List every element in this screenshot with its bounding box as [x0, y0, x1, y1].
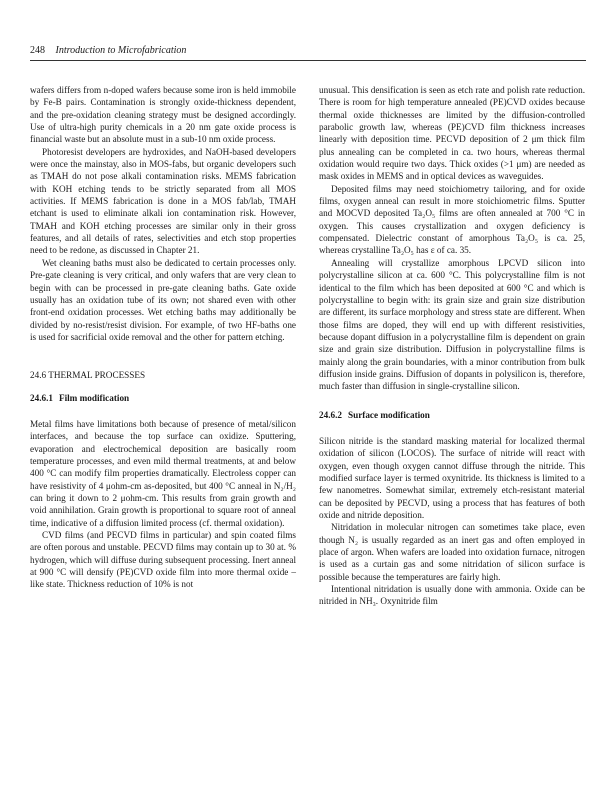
running-header	[30, 44, 586, 58]
header-rule	[30, 60, 586, 61]
subsection-number: 24.6.1	[30, 392, 53, 403]
paragraph: wafers differs from n-doped wafers because some iron is held immobile by Fe-B pairs. Contamination is strongly oxide-thickness dependent, and the pre-oxidation cleaning strategy must be designed accordingly. Use of ultra-high purity chemicals in a 20 nm gate oxide process is financial waste but an absolute must in a sub-10 nm oxide process.	[30, 85, 296, 145]
subsection-number: 24.6.2	[319, 409, 342, 420]
subsection-heading	[30, 392, 296, 404]
section-heading: 24.6 THERMAL PROCESSES	[30, 370, 146, 381]
running-title: Introduction to Microfabrication	[55, 45, 187, 56]
paragraph: Nitridation in molecular nitrogen can sometimes take place, even though N₂ is usually regarded as an inert gas and often employed in place of argon. When wafers are loaded into oxidation furnace, nitrogen is used as a curtain gas and some nitridation of silicon surface is possible because the temperatures are fairly high.	[319, 522, 585, 582]
paragraph: unusual. This densification is seen as etch rate and polish rate reduction. There is room for high temperature annealed (PE)CVD oxides because thermal oxide thicknesses are limited by the diffusion-controlled parabolic growth law, whereas (PE)CVD film thickness increases linearly with deposition time. PECVD deposition of 2 μm thick film plus annealing can be completed in ca. two hours, whereas thermal oxidation would require two days. Thick oxides (>1 μm) are needed as mask oxides in MEMS and in optical devices as waveguides.	[319, 85, 585, 182]
paragraph: Silicon nitride is the standard masking material for localized thermal oxidation of silicon (LOCOS). The surface of nitride will react with oxygen, even though oxygen cannot diffuse through the nitride. This modified surface layer is termed oxynitride. Its thickness is limited to a few nanometres. Somewhat similar, extremely etch-resistant material can be deposited by PECVD, using a process that has features of both oxide and nitride deposition.	[319, 435, 585, 520]
paragraph: Wet cleaning baths must also be dedicated to certain processes only. Pre-gate cleaning is very critical, and only wafers that are very clean to begin with can be processed in pre-gate cleaning baths. Gate oxide usually has an oxidation tube of its own; not shared even with other front-end oxidation processes. Wet etching baths may additionally be divided by no-resist/resist division. For example, of two HF-baths one is used for sacrificial oxide removal and the other for pattern etching.	[30, 257, 296, 342]
paragraph: Photoresist developers are hydroxides, and NaOH-based developers were once the mainstay, also in MOS-fabs, but organic developers such as TMAH do not pose alkali contamination risks. MEMS fabrication with KOH etching tends to be strictly separated from all MOS activities. If MEMS fabrication is done in a MOS fab/lab, TMAH etchant is used to eliminate alkali ion contamination risk. However, TMAH and KOH etching processes are similar only in their gross features, and all details of rates, selectivities and etch stop properties need to be redone, as discussed in Chapter 21.	[30, 146, 296, 256]
paragraph: Deposited films may need stoichiometry tailoring, and for oxide films, oxygen anneal can result in more stoichiometric films. Sputter and MOCVD deposited Ta₂O₅ films are often annealed at 700 °C in oxygen. This causes crystallization and oxygen deficiency is compensated. Dielectric constant of amorphous Ta₂O₅ is ca. 25, whereas crystalline Ta₂O₅ has ε of ca. 35.	[319, 183, 585, 256]
right-column	[319, 84, 585, 608]
paragraph: Annealing will crystallize amorphous LPCVD silicon into polycrystalline silicon at ca. 600 °C. This polycrystalline film is not identical to the film which has been deposited at 600 °C and which is polycrystalline to begin with: its grain size and grain size distribution are different, its surface morphology and stress state are different. When those films are doped, they will end up with different resistivities, because dopant diffusion in a polycrystalline film is dependent on grain size and grain size distribution. Diffusion in polycrystalline films is mainly along the grain boundaries, with a minor contribution from bulk diffusion inside grains. Diffusion of dopants in polysilicon is, therefore, much faster than diffusion in single-crystalline silicon.	[319, 257, 585, 392]
paragraph: Intentional nitridation is usually done with ammonia. Oxide can be nitrided in NH₃. Oxynitride film	[319, 584, 585, 607]
paragraph: CVD films (and PECVD films in particular) and spin coated films are often porous and unstable. PECVD films may contain up to 30 at. % hydrogen, which will diffuse during subsequent processing. Inert anneal at 900 °C will densify (PE)CVD oxide film into more thermal oxide –like state. Thickness reduction of 10% is not	[30, 530, 296, 590]
subsection-heading	[319, 409, 585, 421]
paragraph: Metal films have limitations both because of presence of metal/silicon interfaces, and because the top surface can oxidize. Sputtering, evaporation and electrochemical deposition are basically room temperature processes, and even mild thermal treatments, at and below 400 °C can modify film properties dramatically. Electroless copper can have resistivity of 4 μohm-cm as-deposited, but 400 °C anneal in N₂/H₂ can bring it down to 2 μohm-cm. This results from grain growth and void annihilation. Grain growth is proportional to square root of anneal time, indicative of a diffusion limited process (cf. thermal oxidation).	[30, 418, 296, 528]
subsection-title: Film modification	[58, 392, 130, 403]
page-number: 248	[30, 45, 45, 56]
subsection-title: Surface modification	[347, 409, 430, 420]
left-column	[30, 84, 296, 591]
